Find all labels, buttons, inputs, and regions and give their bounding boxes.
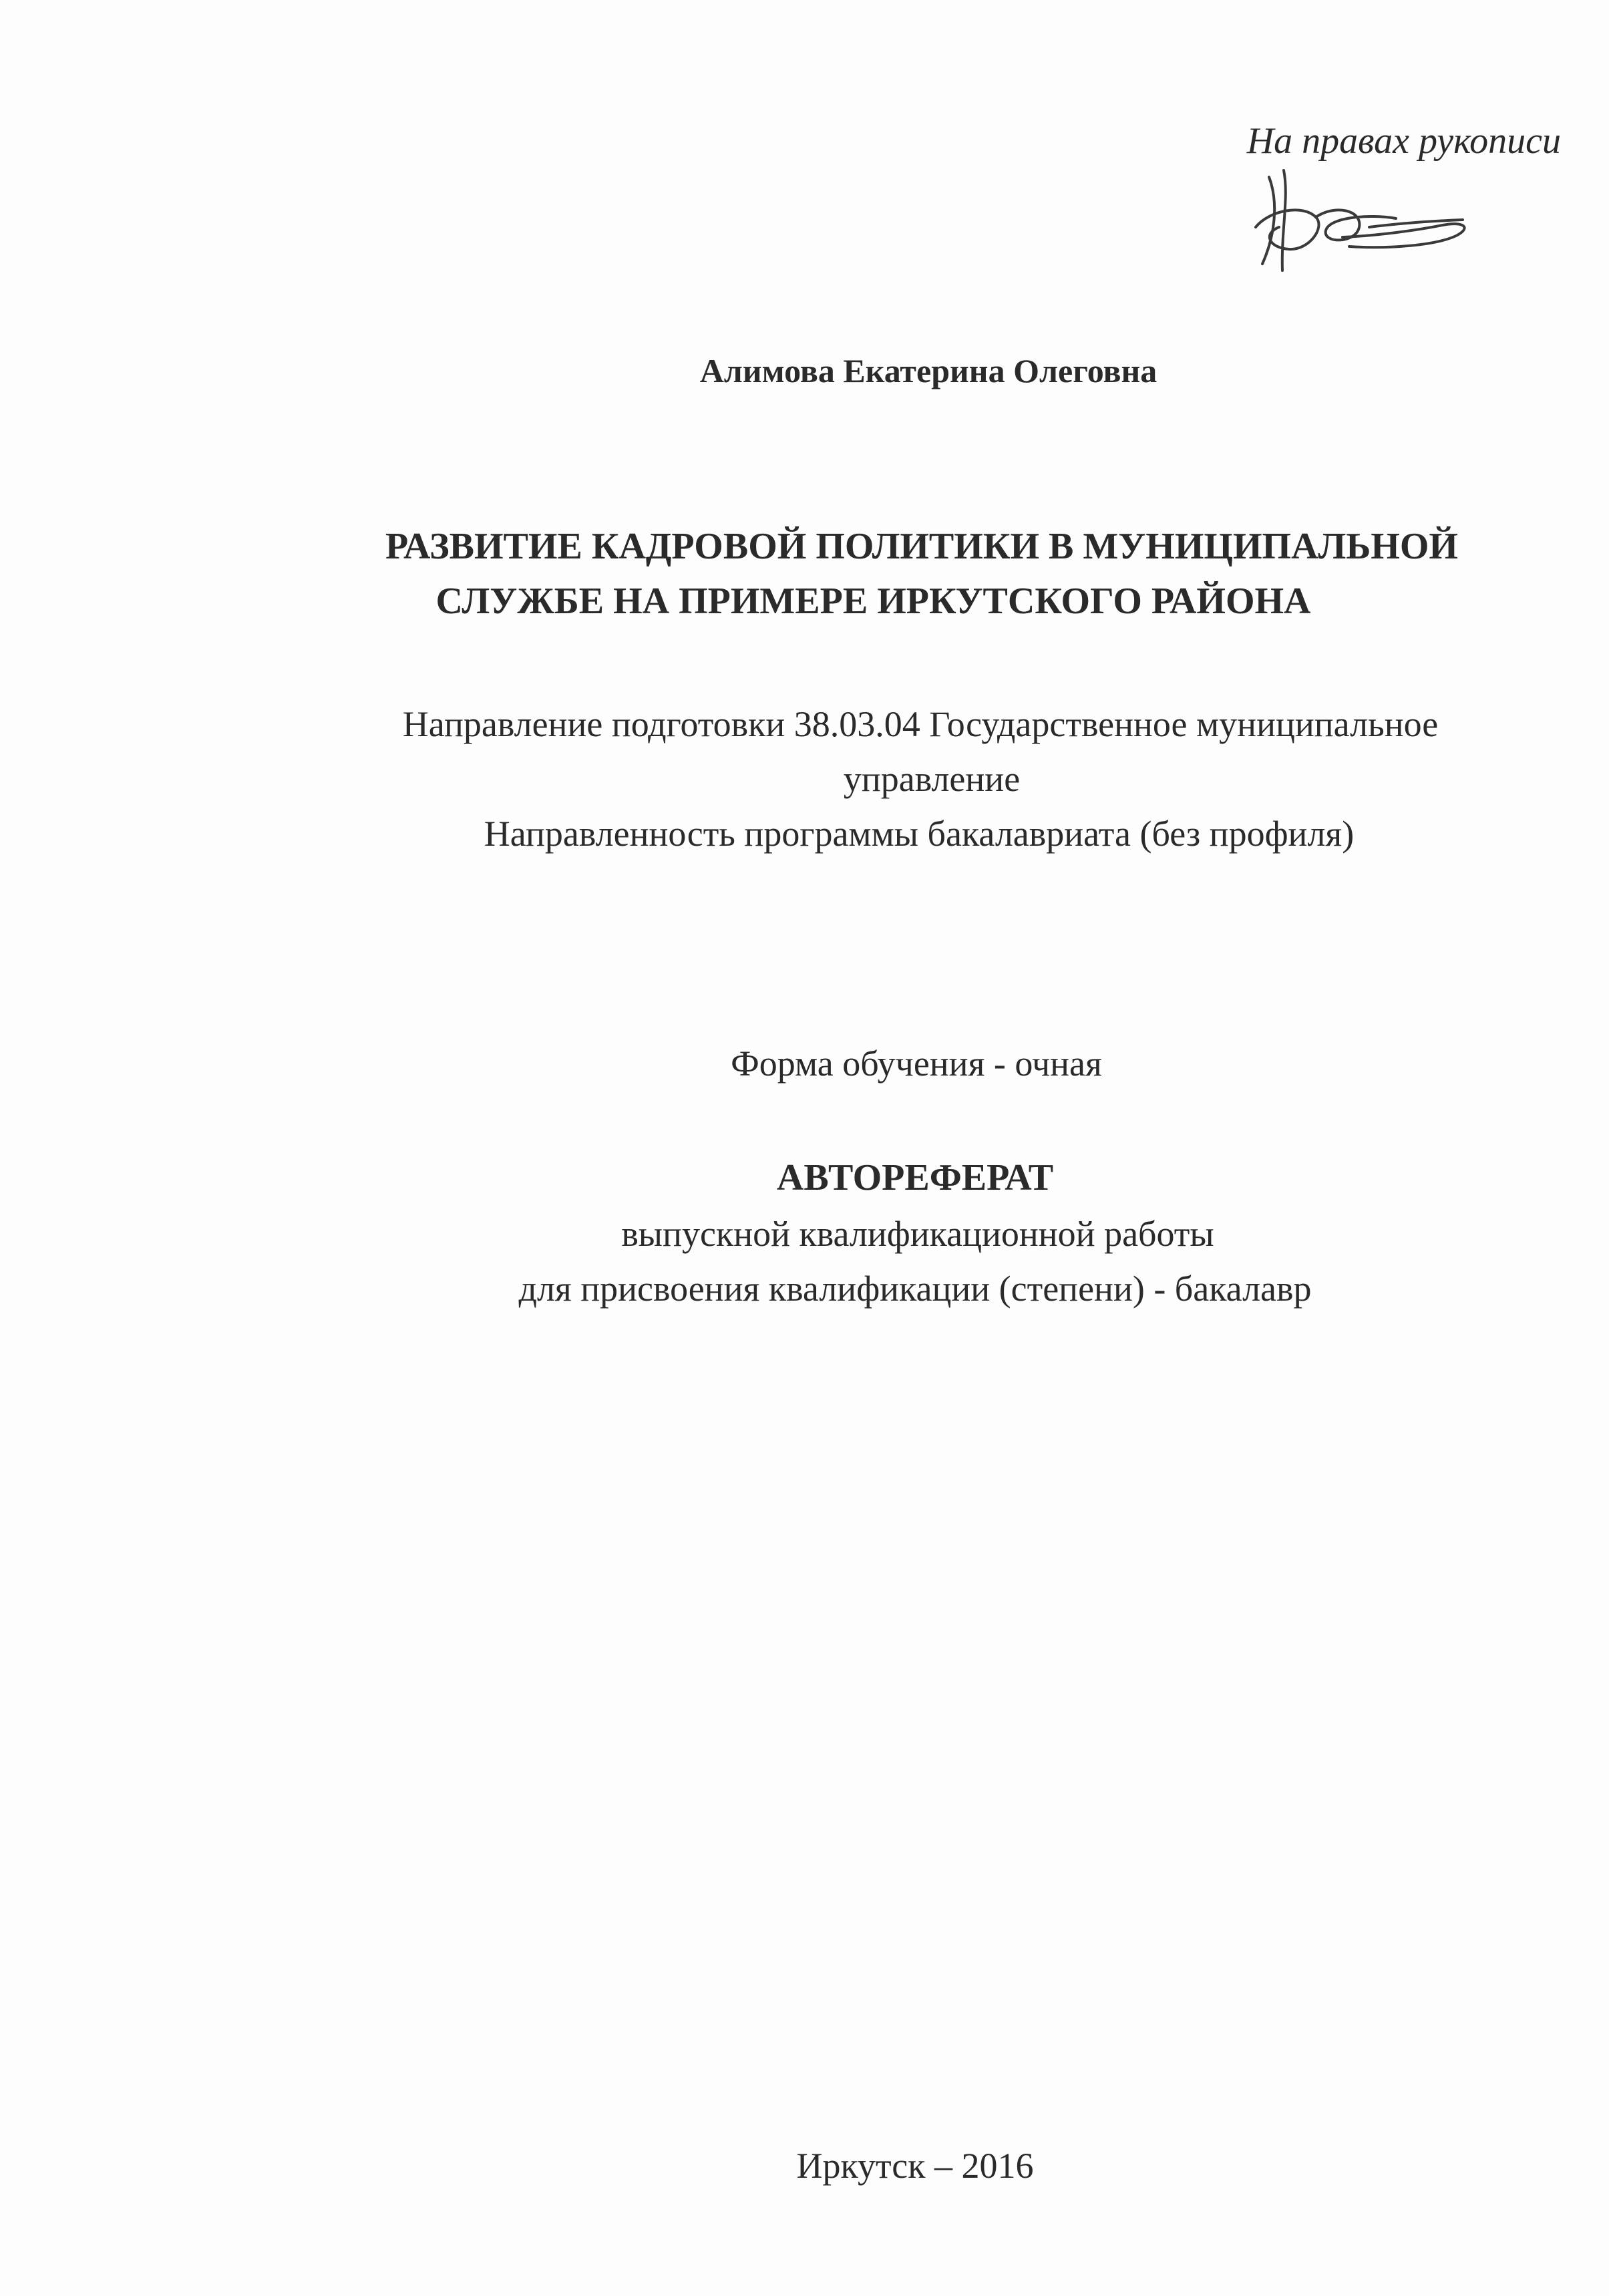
abstract-subtitle-line-2: для присвоения квалификации (степени) - бакалавр [518,1269,1312,1309]
abstract-heading: АВТОРЕФЕРАТ [776,1157,1054,1198]
thesis-title-line-1: РАЗВИТИЕ КАДРОВОЙ ПОЛИТИКИ В МУНИЦИПАЛЬНОЙ [385,526,1458,567]
program-focus: Направленность программы бакалавриата (без профиля) [484,814,1355,854]
author-name: Алимова Екатерина Олеговна [699,352,1157,389]
signature-icon [1242,164,1483,277]
city-year: Иркутск – 2016 [796,2146,1034,2186]
study-form: Форма обучения - очная [731,1043,1102,1084]
manuscript-rights-note: На правах рукописи [1246,120,1561,162]
abstract-subtitle-line-1: выпускной квалификационной работы [621,1214,1214,1254]
training-direction-line-2: управление [843,759,1021,799]
training-direction-line-1: Направление подготовки 38.03.04 Государственное муниципальное [402,704,1439,744]
thesis-title-line-2: СЛУЖБЕ НА ПРИМЕРЕ ИРКУТСКОГО РАЙОНА [435,581,1311,622]
